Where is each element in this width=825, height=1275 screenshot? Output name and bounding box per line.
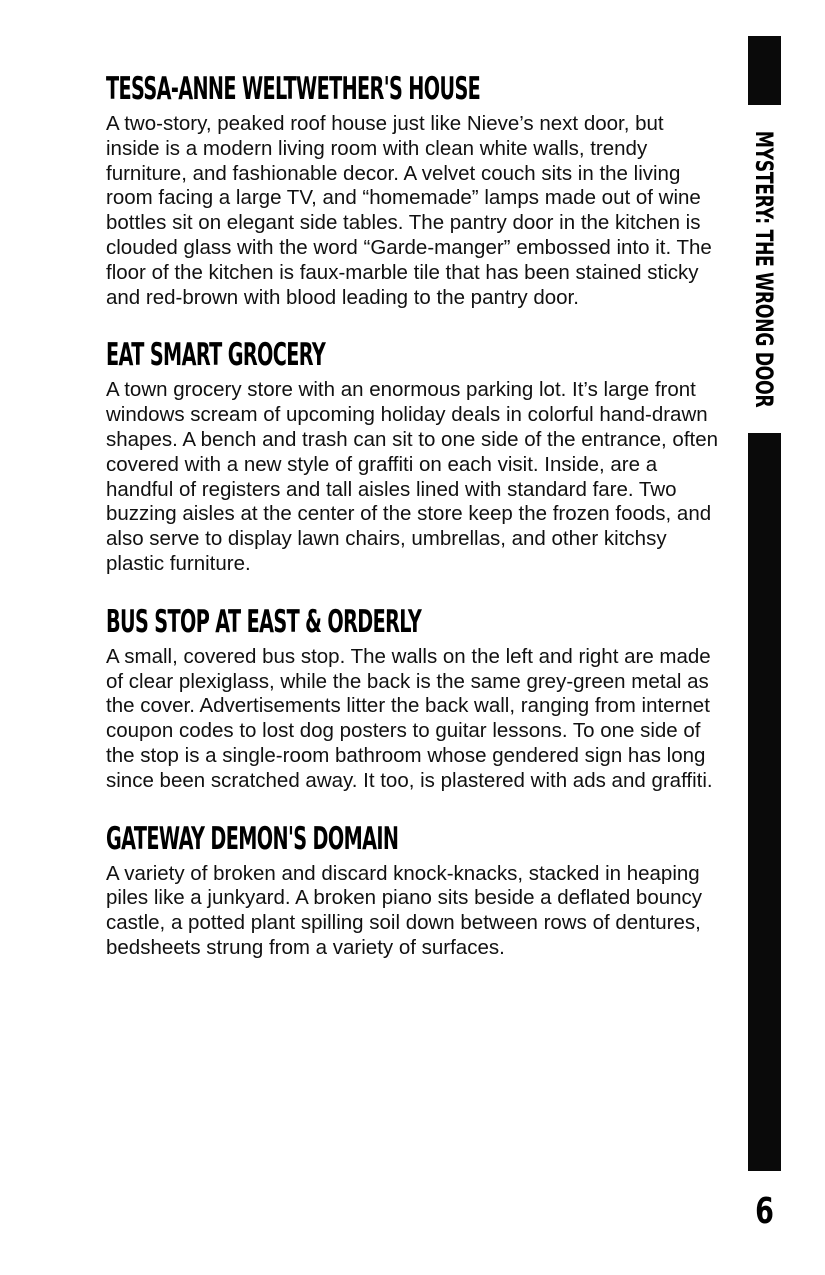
section-tessa-anne-house — [106, 70, 721, 310]
page-number-text: 6 — [755, 1191, 775, 1232]
section-text: A small, covered bus stop. The walls on the left and right are made of clear plexiglass, while the back is the same grey-green metal as the cover. Advertisements litter the back wall, ranging from internet coupon codes to lost dog posters to guitar lessons. To one side of the stop is a single-room bathroom whose gendered sign has long since been scratched away. It too, is plastered with ads and graffiti. — [106, 644, 713, 792]
section-gateway-demons-domain — [106, 820, 721, 961]
section-bus-stop — [106, 603, 721, 794]
section-heading: GATEWAY DEMON'S DOMAIN — [106, 820, 399, 857]
sidebar-chapter-title-text: MYSTERY: THE WRONG DOOR — [750, 130, 778, 408]
section-heading: BUS STOP AT EAST & ORDERLY — [106, 603, 422, 640]
section-eat-smart-grocery — [106, 336, 721, 576]
section-heading: TESSA-ANNE WELTWETHER'S HOUSE — [106, 71, 481, 107]
main-content — [106, 70, 721, 987]
section-heading: EAT SMART GROCERY — [106, 337, 326, 374]
sidebar-chapter-title — [750, 77, 778, 461]
section-text: A two-story, peaked roof house just like Nieve’s next door, but inside is a modern living room with clean white walls, trendy furniture, and fashionable decor. A velvet couch sits in the living room facing a large TV, and “homemade” lamps made out of wine bottles sit on elegant side tables. The pantry door in the kitchen is clouded glass with the word “Garde-manger” embossed into it. The floor of the kitchen is faux-marble tile that has been stained sticky and red-brown with blood leading to the pantry door. — [106, 112, 712, 309]
section-text: A town grocery store with an enormous parking lot. It’s large front windows scream of upcoming holiday deals in colorful hand-drawn shapes. A bench and trash can sit to one side of the entrance, often covered with a new style of graffiti on each visit. Inside, are a handful of registers and tall aisles lined with standard fare. Two buzzing aisles at the center of the store keep the frozen foods, and also serve to display lawn chairs, umbrellas, and other kitchsy plastic furniture. — [106, 378, 719, 575]
page-number — [749, 1190, 781, 1234]
sidebar-bar-bottom — [748, 433, 781, 1171]
section-text: A variety of broken and discard knock-knacks, stacked in heaping piles like a junkyard. A broken piano sits beside a deflated bouncy castle, a potted plant spilling soil down between rows of dentures, bedsheets strung from a variety of surfaces. — [106, 861, 703, 959]
